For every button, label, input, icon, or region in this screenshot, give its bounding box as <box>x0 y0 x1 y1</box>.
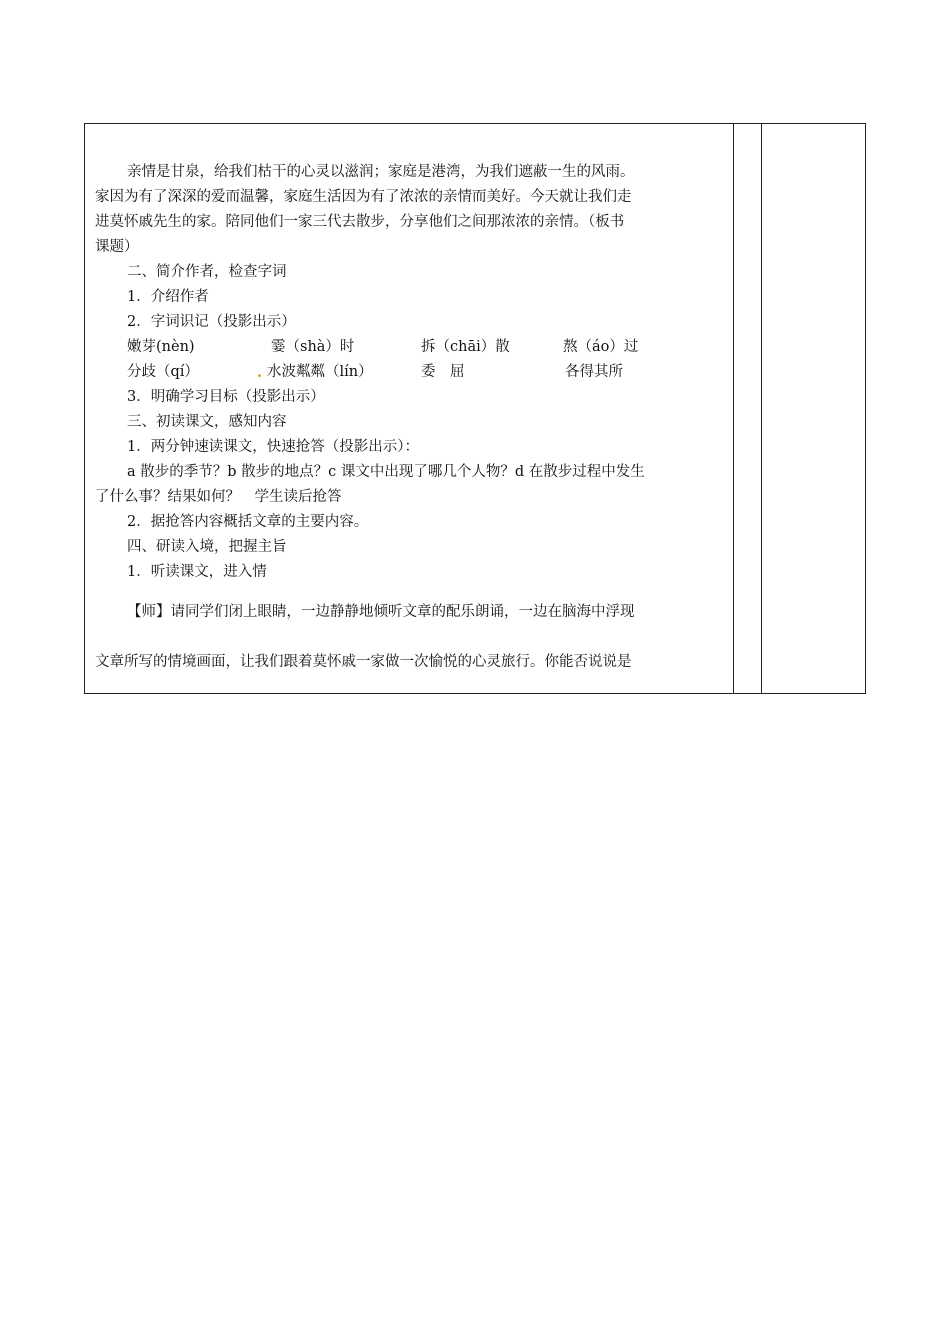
intro-line: 进莫怀戚先生的家。陪同他们一家三代去散步，分享他们之间那浓浓的亲情。（板书 <box>95 214 625 230</box>
vocab-word: 熬（áo）过 <box>563 339 639 355</box>
intro-line: 家因为有了深深的爱而温馨，家庭生活因为有了浓浓的亲情而美好。今天就让我们走 <box>95 189 632 205</box>
question-line: a 散步的季节？b 散步的地点？c 课文中出现了哪几个人物？d 在散步过程中发生 <box>127 464 645 480</box>
list-item: 2．据抢答内容概括文章的主要内容。 <box>127 514 369 530</box>
list-item: 1．介绍作者 <box>127 289 209 305</box>
column-divider <box>761 124 762 693</box>
question-line: 了什么事？结果如何？ 学生读后抢答 <box>95 489 342 505</box>
column-divider <box>733 124 734 693</box>
vocab-word: 拆（chāi）散 <box>421 339 510 355</box>
vocab-row <box>95 335 725 360</box>
list-item: 1．两分钟速读课文，快速抢答（投影出示）： <box>127 439 419 455</box>
list-item: 1．听读课文，进入情 <box>127 564 267 580</box>
vocab-word: 分歧（qí） <box>127 364 199 380</box>
intro-line: 亲情是甘泉，给我们枯干的心灵以滋润；家庭是港湾，为我们遮蔽一生的风雨。 <box>127 164 635 180</box>
intro-line: 课题） <box>95 239 139 255</box>
section-heading: 二、简介作者，检查字词 <box>127 264 287 280</box>
vocab-word: 委 屈 <box>421 364 465 380</box>
lesson-table <box>84 123 866 694</box>
teacher-prompt <box>95 587 725 687</box>
vocab-row <box>95 360 725 385</box>
vocab-word: 各得其所 <box>565 364 623 380</box>
list-item: 2．字词识记（投影出示） <box>127 314 296 330</box>
emphasis-dot: . <box>257 364 263 381</box>
vocab-word: 霎（shà）时 <box>271 339 355 355</box>
teacher-line: 【师】请同学们闭上眼睛，一边静静地倾听文章的配乐朗诵，一边在脑海中浮现 <box>127 604 635 620</box>
list-item: 3．明确学习目标（投影出示） <box>127 389 325 405</box>
section-heading: 三、初读课文，感知内容 <box>127 414 287 430</box>
lesson-content <box>95 160 725 687</box>
vocab-word: 水波粼粼（lín） <box>267 364 373 380</box>
vocab-word: 嫩芽(nèn) <box>127 339 195 355</box>
section-heading: 四、研读入境，把握主旨 <box>127 539 287 555</box>
teacher-line: 文章所写的情境画面，让我们跟着莫怀戚一家做一次愉悦的心灵旅行。你能否说说是 <box>95 654 632 670</box>
